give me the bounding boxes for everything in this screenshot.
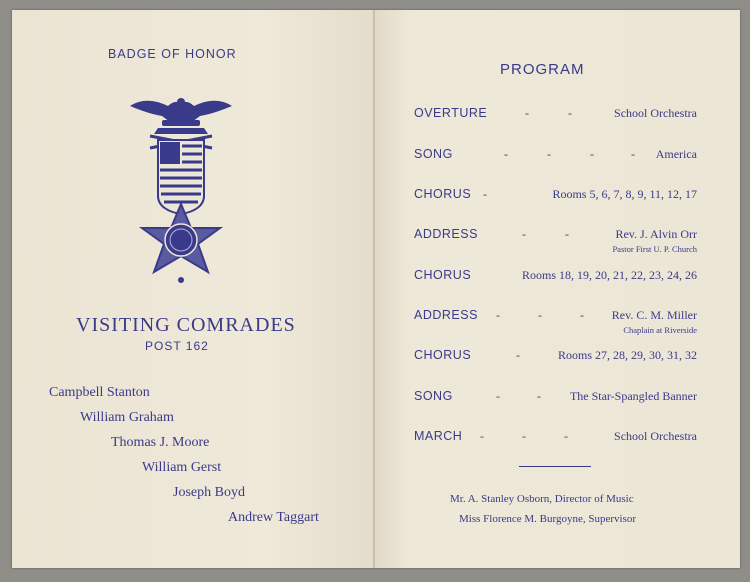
program-item-performer: America — [655, 147, 697, 161]
program-item-performer: Rooms 18, 19, 20, 21, 22, 23, 24, 26 — [521, 268, 697, 282]
comrade-name: Thomas J. Moore — [111, 435, 210, 450]
program-item-label: CHORUS — [414, 187, 472, 201]
program-item-performer: School Orchestra — [614, 106, 697, 120]
leader-dash: - — [496, 389, 500, 403]
leader-dash: - — [568, 106, 572, 120]
comrade-name: William Gerst — [142, 460, 222, 475]
comrade-name: Andrew Taggart — [228, 510, 319, 525]
leader-dash: - — [522, 429, 526, 443]
badge-heading: BADGE OF HONOR — [108, 47, 237, 61]
leader-dash: - — [537, 389, 541, 403]
leader-dash: - — [538, 308, 542, 322]
leader-dash: - — [504, 147, 508, 161]
leader-dash: - — [564, 429, 568, 443]
program-item-label: ADDRESS — [414, 227, 478, 241]
program-item-performer: Rooms 27, 28, 29, 30, 31, 32 — [557, 348, 697, 362]
leader-dash: - — [580, 308, 584, 322]
program-item-label: ADDRESS — [414, 308, 478, 322]
leader-dash: - — [590, 147, 594, 161]
leader-dash: - — [547, 147, 551, 161]
program-item-performer: Rev. C. M. Miller — [611, 308, 697, 322]
program-item-performer: Rooms 5, 6, 7, 8, 9, 11, 12, 17 — [552, 187, 697, 201]
divider-rule — [519, 466, 591, 467]
program-item-performer: School Orchestra — [614, 429, 697, 443]
leader-dash: - — [483, 187, 487, 201]
program-item-label: MARCH — [414, 429, 463, 443]
performer-title: Chaplain at Riverside — [623, 325, 697, 335]
leader-dash: - — [522, 227, 526, 241]
page-fold — [373, 10, 375, 568]
performer-title: Pastor First U. P. Church — [612, 244, 697, 254]
footer-credit: Mr. A. Stanley Osborn, Director of Music — [450, 493, 634, 505]
program-item-performer: The Star-Spangled Banner — [569, 389, 697, 403]
post-number: POST 162 — [145, 339, 209, 353]
footer-credit: Miss Florence M. Burgoyne, Supervisor — [459, 513, 637, 525]
program-item-label: SONG — [414, 147, 453, 161]
program-sheet — [12, 10, 740, 568]
leader-dash: - — [496, 308, 500, 322]
program-item-label: CHORUS — [414, 348, 472, 362]
comrade-name: Campbell Stanton — [49, 385, 150, 400]
program-item-label: CHORUS — [414, 268, 472, 282]
gar-medal-icon — [128, 92, 234, 284]
leader-dash: - — [565, 227, 569, 241]
leader-dash: - — [631, 147, 635, 161]
program-item-performer: Rev. J. Alvin Orr — [615, 227, 697, 241]
visiting-comrades-title: VISITING COMRADES — [76, 314, 296, 336]
program-item-label: SONG — [414, 389, 453, 403]
program-title: PROGRAM — [500, 61, 585, 78]
comrade-name: William Graham — [80, 410, 174, 425]
leader-dash: - — [480, 429, 484, 443]
leader-dash: - — [516, 348, 520, 362]
leader-dash: - — [525, 106, 529, 120]
comrade-name: Joseph Boyd — [173, 485, 245, 500]
program-item-label: OVERTURE — [414, 106, 488, 120]
right-page — [374, 10, 740, 568]
